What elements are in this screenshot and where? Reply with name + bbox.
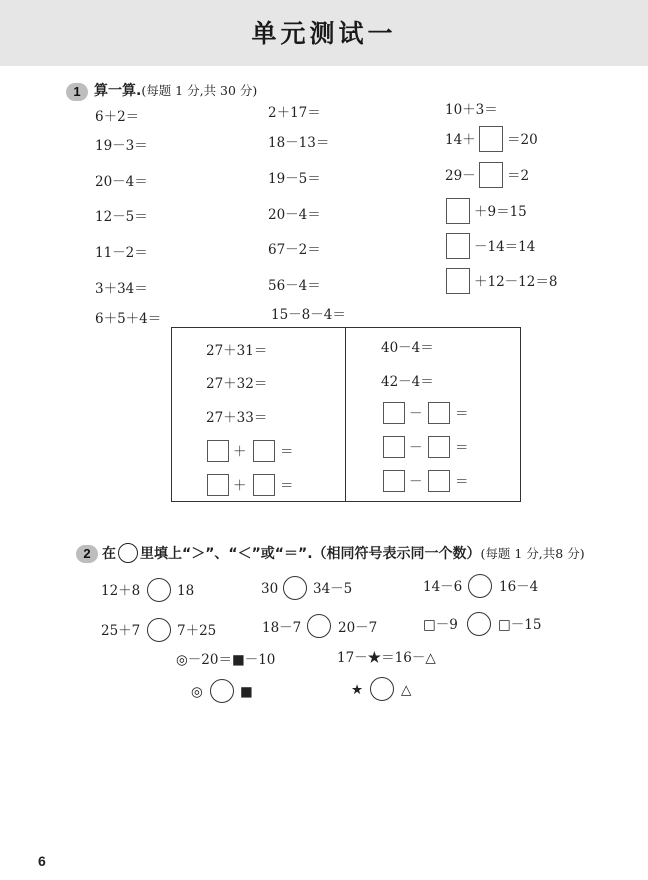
compare-right: 20－7 (338, 620, 378, 636)
problem-prefix: 14＋ (445, 132, 476, 148)
answer-box[interactable] (207, 440, 229, 462)
problem: 6＋2＝ (95, 109, 140, 125)
answer-box[interactable] (383, 402, 405, 424)
problem: 56－4＝ (268, 278, 321, 294)
box-problem: 27＋32＝ (206, 376, 268, 392)
problem-suffix: ＝2 (507, 168, 530, 184)
double-circle-icon: ◎ (191, 684, 203, 700)
section-1-title (94, 82, 257, 100)
answer-box[interactable] (479, 126, 503, 152)
equals-sign: ＝ (455, 406, 469, 422)
problem-suffix: ＝20 (507, 132, 538, 148)
problem: 12－5＝ (95, 209, 148, 225)
symbol-equation: 17－★＝16－△ (337, 650, 436, 666)
answer-box[interactable] (253, 474, 275, 496)
box-problem: 40－4＝ (381, 340, 434, 356)
answer-box[interactable] (383, 470, 405, 492)
plus-sign: ＋ (233, 478, 247, 494)
compare-left: □－9 (423, 617, 458, 633)
compare-right: □－15 (498, 617, 542, 633)
question-number-badge: 1 (66, 83, 88, 101)
compare-answer-circle[interactable] (147, 618, 171, 642)
problem: 15－8－4＝ (271, 307, 346, 323)
black-star-icon: ★ (351, 682, 364, 698)
problem: 6＋5＋4＝ (95, 311, 162, 327)
problem-prefix: 29－ (445, 168, 476, 184)
compare-right: 7＋25 (177, 623, 217, 639)
problem: 3＋34＝ (95, 281, 148, 297)
compare-left: 12＋8 (101, 583, 141, 599)
section-2-heading-pre: 在 (102, 546, 116, 562)
box-problem: 27＋33＝ (206, 410, 268, 426)
problem-suffix: －14＝14 (474, 239, 536, 255)
problem: 2＋17＝ (268, 105, 321, 121)
triangle-icon: △ (401, 682, 412, 698)
answer-box[interactable] (446, 233, 470, 259)
question-number-badge: 2 (76, 545, 98, 563)
section-1-heading: 算一算. (94, 83, 142, 99)
answer-box[interactable] (479, 162, 503, 188)
compare-left: 30 (261, 581, 279, 597)
problem: 19－3＝ (95, 138, 148, 154)
header-bar (0, 0, 648, 66)
answer-box[interactable] (207, 474, 229, 496)
problem: 11－2＝ (95, 245, 148, 261)
compare-left: 14－6 (423, 579, 463, 595)
equals-sign: ＝ (455, 474, 469, 490)
compare-answer-circle[interactable] (467, 612, 491, 636)
compare-right: 18 (177, 583, 195, 599)
problem: 10＋3＝ (445, 102, 498, 118)
compare-answer-circle[interactable] (370, 677, 394, 701)
compare-answer-circle[interactable] (147, 578, 171, 602)
answer-box[interactable] (446, 198, 470, 224)
answer-box[interactable] (383, 436, 405, 458)
minus-sign: － (409, 406, 423, 422)
answer-box[interactable] (428, 470, 450, 492)
answer-box[interactable] (253, 440, 275, 462)
answer-box[interactable] (428, 402, 450, 424)
black-square-icon: ■ (240, 684, 253, 700)
section-2-heading-post: 里填上“＞”、“＜”或“＝”.（相同符号表示同一个数） (140, 546, 481, 562)
compare-answer-circle[interactable] (210, 679, 234, 703)
problem-suffix: ＋12－12＝8 (474, 274, 558, 290)
section-2-score-note: (每题 1 分,共8 分) (480, 546, 585, 561)
heading-circle-icon (118, 543, 138, 563)
equals-sign: ＝ (280, 444, 294, 460)
page-title: 单元测试一 (251, 19, 397, 48)
section-2-title (102, 543, 585, 563)
box-problem: 27＋31＝ (206, 343, 268, 359)
equals-sign: ＝ (455, 440, 469, 456)
problem: 20－4＝ (95, 174, 148, 190)
problem: 20－4＝ (268, 207, 321, 223)
answer-box[interactable] (446, 268, 470, 294)
compare-right: 16－4 (499, 579, 539, 595)
practice-box-divider (345, 327, 346, 502)
problem-suffix: ＋9＝15 (474, 204, 527, 220)
equals-sign: ＝ (280, 478, 294, 494)
minus-sign: － (409, 440, 423, 456)
compare-left: 18－7 (262, 620, 302, 636)
compare-answer-circle[interactable] (307, 614, 331, 638)
compare-left: 25＋7 (101, 623, 141, 639)
answer-box[interactable] (428, 436, 450, 458)
minus-sign: － (409, 474, 423, 490)
box-problem: 42－4＝ (381, 374, 434, 390)
compare-answer-circle[interactable] (283, 576, 307, 600)
section-1-score-note: (每题 1 分,共 30 分) (141, 83, 258, 98)
problem: 67－2＝ (268, 242, 321, 258)
problem: 19－5＝ (268, 171, 321, 187)
symbol-equation: ◎－20＝■－10 (176, 652, 276, 668)
compare-answer-circle[interactable] (468, 574, 492, 598)
problem: 18－13＝ (268, 135, 330, 151)
plus-sign: ＋ (233, 444, 247, 460)
compare-right: 34－5 (313, 581, 353, 597)
page-number: 6 (38, 853, 46, 869)
